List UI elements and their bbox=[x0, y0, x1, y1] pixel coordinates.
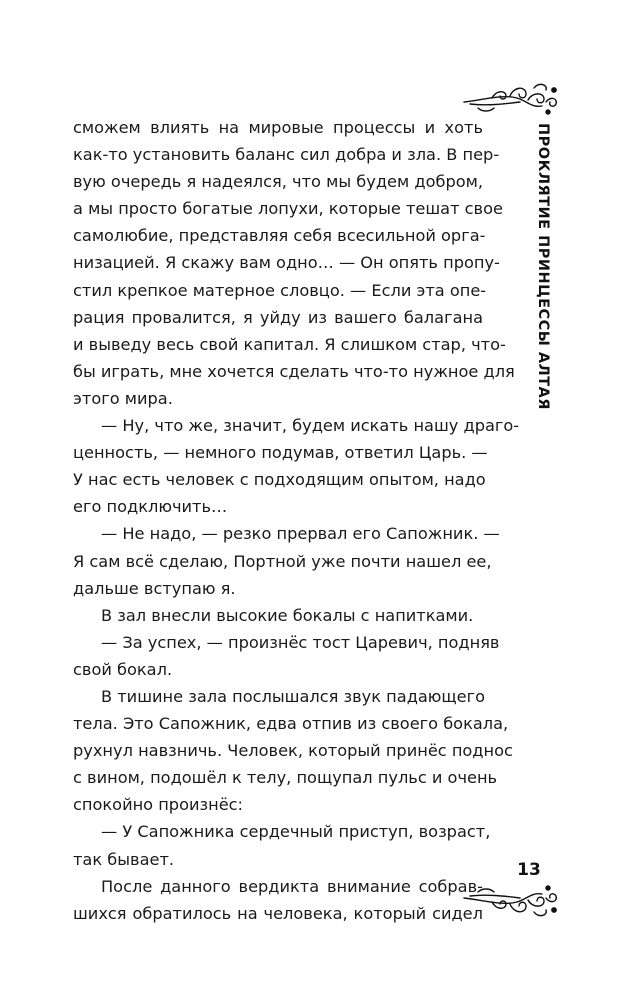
text-body bbox=[73, 114, 520, 927]
text-line: низацией. Я скажу вам одно… — Он опять пропу- bbox=[73, 253, 500, 273]
text-line: стил крепкое матерное словцо. — Если эта опе- bbox=[73, 280, 487, 300]
top-flourish-ornament bbox=[462, 80, 562, 118]
text-line: — Не надо, — резко прервал его Сапожник. — bbox=[101, 524, 500, 544]
text-line: с вином, подошёл к телу, пощупал пульс и очень bbox=[73, 768, 498, 788]
text-line: как-то установить баланс сил добра и зла. В пер- bbox=[73, 145, 500, 165]
text-line: свой бокал. bbox=[73, 659, 173, 679]
page-number: 13 bbox=[517, 860, 541, 880]
text-line: рухнул навзничь. Человек, который принёс поднос bbox=[73, 741, 513, 761]
text-line: Я сам всё сделаю, Портной уже почти нашел ее, bbox=[73, 551, 492, 571]
text-line: — Ну, что же, значит, будем искать нашу драго- bbox=[101, 416, 520, 436]
text-line: так бывает. bbox=[73, 849, 175, 869]
text-line: сможем влиять на мировые процессы и хоть bbox=[73, 118, 483, 137]
text-line: самолюбие, представляя себя всесильной орга- bbox=[73, 226, 486, 246]
text-line: — У Сапожника сердечный приступ, возраст, bbox=[101, 822, 491, 842]
text-line: спокойно произнёс: bbox=[73, 795, 244, 815]
text-line: его подключить… bbox=[73, 497, 228, 517]
text-line: вую очередь я надеялся, что мы будем добром, bbox=[73, 172, 483, 192]
text-line: а мы просто богатые лопухи, которые тешат свое bbox=[73, 199, 503, 219]
text-line: В тишине зала послышался звук падающего bbox=[101, 686, 486, 706]
text-line: В зал внесли высокие бокалы с напитками. bbox=[101, 605, 474, 625]
text-line: тела. Это Сапожник, едва отпив из своего бокала, bbox=[73, 714, 509, 734]
text-line: дальше вступаю я. bbox=[73, 578, 236, 598]
text-line: этого мира. bbox=[73, 388, 173, 408]
text-line: и выведу весь свой капитал. Я слишком стар, что- bbox=[73, 334, 506, 354]
text-line: У нас есть человек с подходящим опытом, надо bbox=[73, 470, 486, 490]
running-head-text: ПРОКЛЯТИЕ ПРИНЦЕССЫ АЛТАЯ bbox=[535, 123, 551, 410]
running-head bbox=[535, 123, 551, 410]
text-line: — За успех, — произнёс тост Царевич, подняв bbox=[101, 632, 500, 652]
text-line: рация провалится, я уйду из вашего балагана bbox=[73, 307, 483, 327]
text-line: бы играть, мне хочется сделать что-то нужное для bbox=[73, 361, 515, 381]
text-line: ценность, — немного подумав, ответил Царь. — bbox=[73, 443, 488, 463]
text-line: шихся обратилось на человека, который сидел bbox=[73, 903, 483, 923]
text-line: После данного вердикта внимание собрав- bbox=[101, 876, 483, 896]
bottom-flourish-ornament bbox=[462, 884, 562, 920]
